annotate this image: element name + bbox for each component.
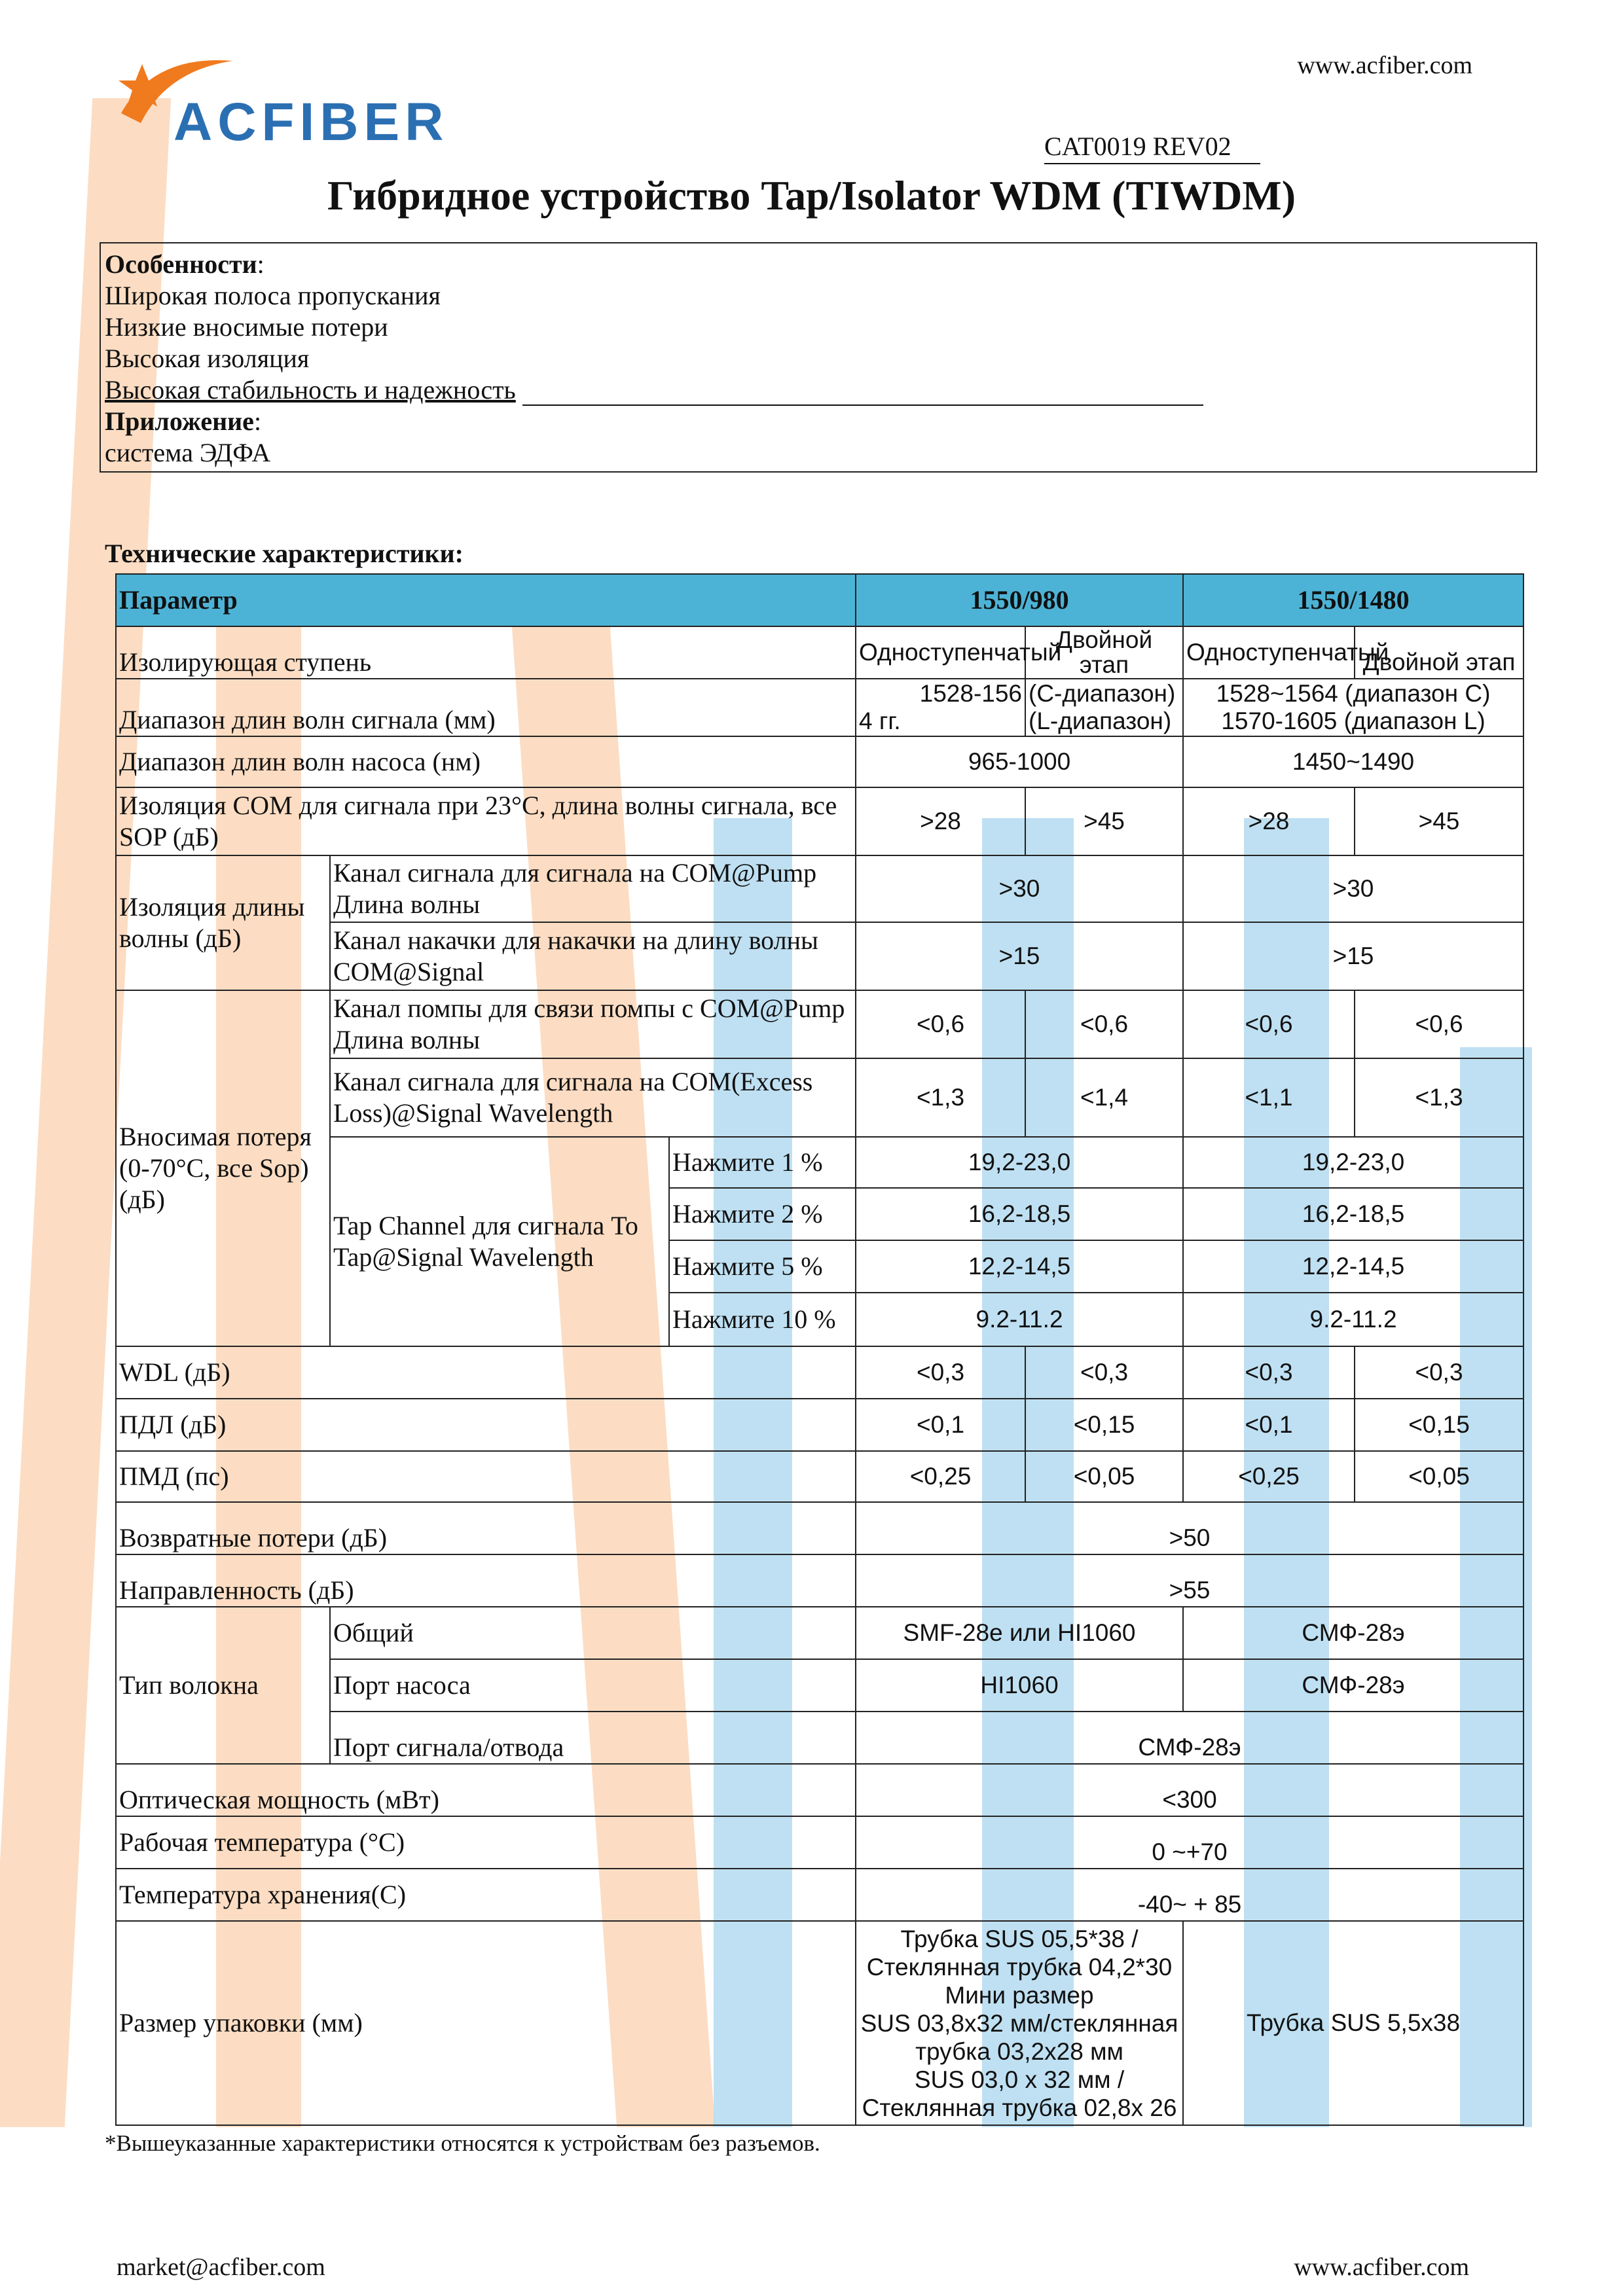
il-signal-value: <1,3: [856, 1058, 1025, 1137]
table-row: [116, 855, 1523, 922]
com-isolation-value: >28: [1183, 787, 1355, 855]
stage-label: Изолирующая ступень: [116, 626, 856, 679]
package-line: Трубка SUS 05,5*38 /: [900, 1925, 1139, 1952]
package-line: трубка 03,2x28 мм: [915, 2037, 1123, 2065]
fiber-general-980: SMF-28e или HI1060: [856, 1607, 1183, 1659]
il-signal-label: Канал сигнала для сигнала на COM(Excess Loss)@Signal Wavelength: [330, 1058, 856, 1137]
fiber-pump-980: HI1060: [856, 1659, 1183, 1712]
page-title: Гибридное устройство Tap/Isolator WDM (TIWDM): [327, 172, 1296, 219]
wdl-value: <0,3: [1183, 1346, 1355, 1399]
pump-range-1480: 1450~1490: [1183, 736, 1523, 787]
il-pump-value: <0,6: [1183, 990, 1355, 1058]
il-signal-value: <1,3: [1355, 1058, 1523, 1137]
table-row: [116, 1346, 1523, 1399]
fiber-general-1480: СМФ-28э: [1183, 1607, 1523, 1659]
feature-item: Широкая полоса пропускания: [105, 281, 441, 310]
table-row: [116, 574, 1523, 626]
wdl-value: <0,3: [856, 1346, 1025, 1399]
signal-range-1480-l: 1570-1605 (диапазон L): [1221, 708, 1486, 734]
tap-value-980: 12,2-14,5: [856, 1240, 1183, 1293]
il-pump-value: <0,6: [856, 990, 1025, 1058]
features-heading: Особенности: [105, 249, 257, 279]
feature-item: Низкие вносимые потери: [105, 312, 388, 342]
tap-label: Нажмите 2 %: [669, 1188, 856, 1240]
tap-value-1480: 9.2-11.2: [1183, 1293, 1523, 1346]
com-isolation-label: Изоляция COM для сигнала при 23°C, длина волны сигнала, все SOP (дБ): [116, 787, 856, 855]
signal-range-label: Диапазон длин волн сигнала (мм): [116, 679, 856, 736]
signal-range-c-band: (C-диапазон): [1029, 680, 1176, 707]
stage-single-1480: Одноступенчатый: [1183, 626, 1355, 679]
spec-table: [115, 573, 1524, 2126]
pmd-value: <0,05: [1025, 1451, 1183, 1502]
operating-temp-value: 0 ~+70: [856, 1816, 1523, 1869]
table-row: [116, 1764, 1523, 1816]
table-row: [116, 1502, 1523, 1554]
application-value: система ЭДФА: [105, 438, 271, 467]
operating-temp-label: Рабочая температура (°C): [116, 1816, 856, 1869]
il-pump-label: Канал помпы для связи помпы с COM@Pump Длина волны: [330, 990, 856, 1058]
pdl-value: <0,15: [1355, 1399, 1523, 1451]
wdl-value: <0,3: [1355, 1346, 1523, 1399]
table-row: [116, 1554, 1523, 1607]
logo-text: ACFIBER: [173, 92, 449, 152]
table-row: [116, 1399, 1523, 1451]
catalog-number: CAT0019 REV02: [1044, 131, 1260, 164]
wl-isolation-signal-980: >30: [856, 855, 1183, 922]
tap-label: Нажмите 5 %: [669, 1240, 856, 1293]
table-row: [116, 1451, 1523, 1502]
package-1480: Трубка SUS 5,5x38: [1183, 1921, 1523, 2125]
signal-range-980-b: 4 гг.: [859, 708, 901, 734]
wl-isolation-signal-1480: >30: [1183, 855, 1523, 922]
com-isolation-value: >28: [856, 787, 1025, 855]
table-row: [116, 736, 1523, 787]
tap-value-1480: 19,2-23,0: [1183, 1137, 1523, 1188]
tap-value-980: 16,2-18,5: [856, 1188, 1183, 1240]
wdl-label: WDL (дБ): [116, 1346, 856, 1399]
signal-range-1480-c: 1528~1564 (диапазон C): [1216, 680, 1491, 707]
pump-range-980: 965-1000: [856, 736, 1183, 787]
com-isolation-value: >45: [1025, 787, 1183, 855]
tap-value-1480: 12,2-14,5: [1183, 1240, 1523, 1293]
fiber-signal-value: СМФ-28э: [856, 1712, 1523, 1764]
package-line: SUS 03,0 x 32 мм /: [914, 2066, 1125, 2093]
return-loss-value: >50: [856, 1502, 1523, 1554]
fiber-general-label: Общий: [330, 1607, 856, 1659]
il-pump-value: <0,6: [1355, 990, 1523, 1058]
optical-power-label: Оптическая мощность (мВт): [116, 1764, 856, 1816]
table-row: [116, 787, 1523, 855]
feature-item: Высокая стабильность и надежность: [105, 375, 516, 404]
wl-isolation-pump-label: Канал накачки для накачки на длину волны COM@Signal: [330, 922, 856, 990]
spec-heading: Технические характеристики:: [105, 539, 464, 568]
table-row: [116, 679, 1523, 736]
stage-double-980: Двойной этап: [1025, 626, 1183, 679]
pump-range-label: Диапазон длин волн насоса (нм): [116, 736, 856, 787]
footer-website[interactable]: www.acfiber.com: [1294, 2253, 1469, 2281]
pdl-value: <0,15: [1025, 1399, 1183, 1451]
table-row: [116, 1816, 1523, 1869]
table-row: [116, 1607, 1523, 1659]
package-line: Стеклянная трубка 02,8x 26: [862, 2094, 1177, 2121]
tap-value-1480: 16,2-18,5: [1183, 1188, 1523, 1240]
footer-email[interactable]: market@acfiber.com: [117, 2253, 325, 2281]
storage-temp-value: -40~ + 85: [856, 1869, 1523, 1921]
tap-value-980: 9.2-11.2: [856, 1293, 1183, 1346]
directivity-value: >55: [856, 1554, 1523, 1607]
il-pump-value: <0,6: [1025, 990, 1183, 1058]
tap-label: Нажмите 1 %: [669, 1137, 856, 1188]
wl-isolation-pump-1480: >15: [1183, 922, 1523, 990]
pdl-value: <0,1: [1183, 1399, 1355, 1451]
acfiber-logo: [115, 51, 468, 152]
application-heading: Приложение: [105, 406, 254, 436]
fiber-type-label: Тип волокна: [116, 1607, 330, 1764]
pdl-value: <0,1: [856, 1399, 1025, 1451]
optical-power-value: <300: [856, 1764, 1523, 1816]
return-loss-label: Возвратные потери (дБ): [116, 1502, 856, 1554]
pdl-label: ПДЛ (дБ): [116, 1399, 856, 1451]
wl-isolation-pump-980: >15: [856, 922, 1183, 990]
pmd-value: <0,25: [856, 1451, 1025, 1502]
signal-range-l-band: (L-диапазон): [1029, 708, 1172, 734]
wdl-value: <0,3: [1025, 1346, 1183, 1399]
header-1550-1480: 1550/1480: [1183, 574, 1523, 626]
wl-isolation-signal-label: Канал сигнала для сигнала на COM@Pump Длина волны: [330, 855, 856, 922]
fiber-signal-label: Порт сигнала/отвода: [330, 1712, 856, 1764]
pmd-label: ПМД (пс): [116, 1451, 856, 1502]
features-box: Особенности: Широкая полоса пропускания Низкие вносимые потери Высокая изоляция Высокая стабильность и надежность Приложение: система ЭДФА: [100, 242, 1537, 473]
feature-item: Высокая изоляция: [105, 344, 310, 373]
package-line: SUS 03,8x32 мм/стеклянная: [860, 2009, 1178, 2037]
package-line: Мини размер: [945, 1981, 1094, 2009]
storage-temp-label: Температура хранения(C): [116, 1869, 856, 1921]
stage-single-980: Одноступенчатый: [856, 626, 1025, 679]
il-signal-value: <1,1: [1183, 1058, 1355, 1137]
fiber-pump-1480: СМФ-28э: [1183, 1659, 1523, 1712]
tap-channel-label: Tap Channel для сигнала To Tap@Signal Wavelength: [330, 1137, 669, 1346]
tap-label: Нажмите 10 %: [669, 1293, 856, 1346]
pmd-value: <0,25: [1183, 1451, 1355, 1502]
underline-rule: [522, 382, 1203, 406]
table-row: [116, 1869, 1523, 1921]
table-row: [116, 626, 1523, 679]
table-row: [116, 990, 1523, 1058]
directivity-label: Направленность (дБ): [116, 1554, 856, 1607]
insertion-loss-label: Вносимая потеря (0-70°C, все Sop)(дБ): [116, 990, 330, 1346]
table-row: [116, 1921, 1523, 2125]
pmd-value: <0,05: [1355, 1451, 1523, 1502]
header-1550-980: 1550/980: [856, 574, 1183, 626]
il-signal-value: <1,4: [1025, 1058, 1183, 1137]
footnote: *Вышеуказанные характеристики относятся к устройствам без разъемов.: [105, 2130, 820, 2156]
wl-isolation-label: Изоляция длины волны (дБ): [116, 855, 330, 990]
signal-range-980-a: 1528-156: [919, 680, 1023, 707]
header-param: Параметр: [116, 574, 856, 626]
package-line: Стеклянная трубка 04,2*30: [866, 1953, 1173, 1981]
stage-double-1480: Двойной этап: [1355, 626, 1523, 679]
fiber-pump-label: Порт насоса: [330, 1659, 856, 1712]
header-website[interactable]: www.acfiber.com: [1297, 52, 1472, 79]
tap-value-980: 19,2-23,0: [856, 1137, 1183, 1188]
com-isolation-value: >45: [1355, 787, 1523, 855]
package-label: Размер упаковки (мм): [116, 1921, 856, 2125]
